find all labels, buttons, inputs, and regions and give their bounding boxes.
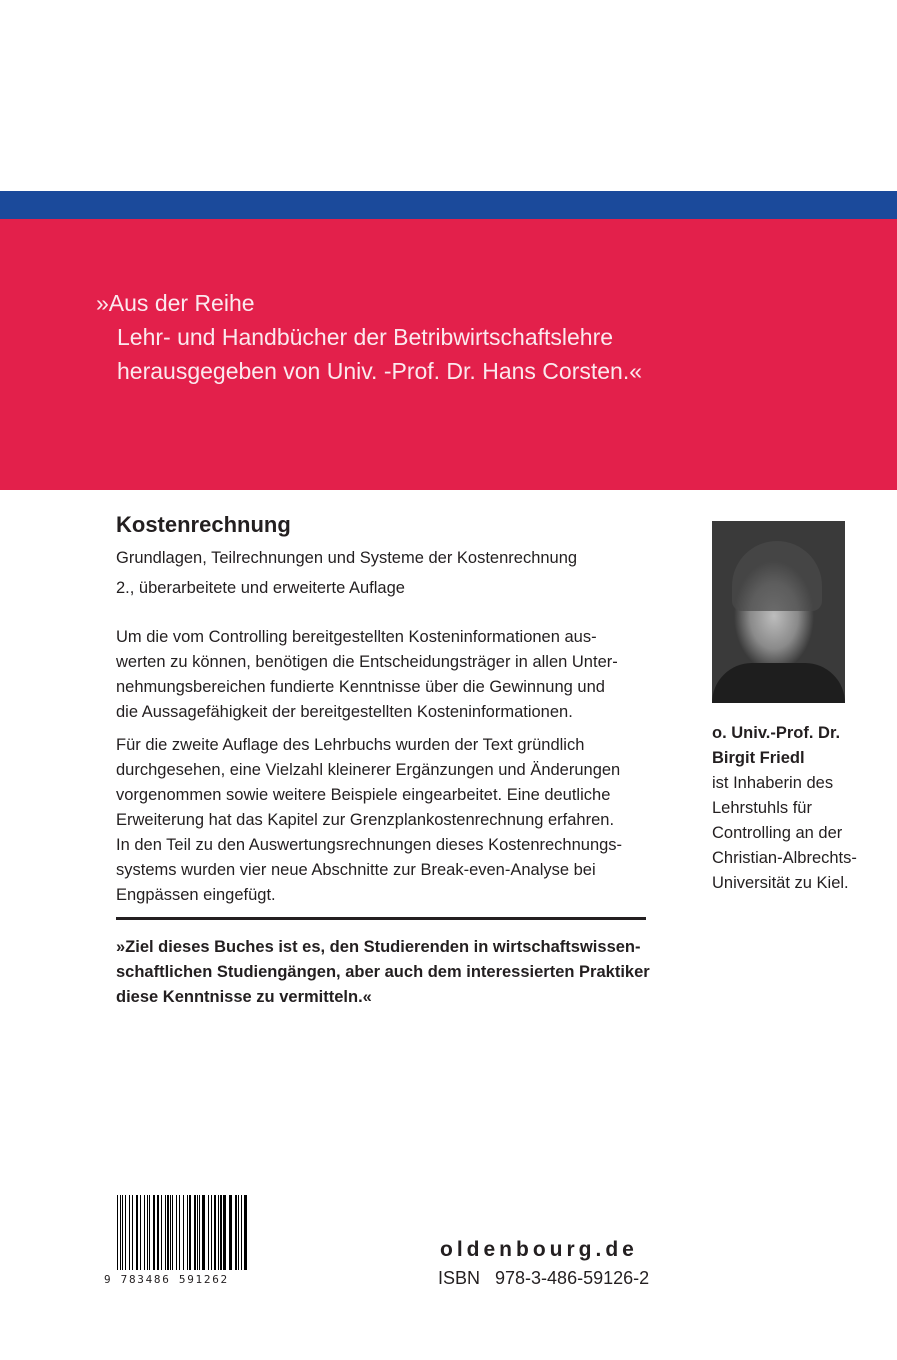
book-subtitle: Grundlagen, Teilrechnungen und Systeme der Kostenrechnung [116,549,578,567]
barcode-bar [170,1195,171,1270]
barcode-bar [208,1195,209,1270]
quote-line: »Ziel dieses Buches ist es, den Studierenden in wirtschaftswissen- [116,938,641,956]
isbn: ISBN 978-3-486-59126-2 [438,1268,650,1288]
barcode-bar [120,1195,121,1270]
barcode-bar [165,1195,166,1270]
author-caption [712,721,857,896]
text-line: durchgesehen, eine Vielzahl kleinerer Ergänzungen und Änderungen [116,761,621,779]
barcode-bar [144,1195,145,1270]
text-line: Erweiterung hat das Kapitel zur Grenzplankostenrechnung erfahren. [116,811,615,829]
text-line: In den Teil zu den Auswertungsrechnungen dieses Kostenrechnungs- [116,836,623,854]
author-bio-line: Universität zu Kiel. [712,874,849,892]
barcode-bar [125,1195,126,1270]
author-title: o. Univ.-Prof. Dr. [712,724,841,742]
text-line: nehmungsbereichen fundierte Kenntnisse über die Gewinnung und [116,678,605,696]
series-line: »Aus der Reihe [96,290,255,316]
barcode-bar [194,1195,196,1270]
barcode-bar [172,1195,173,1270]
barcode-bar [223,1195,226,1270]
description-paragraph-2 [116,733,656,908]
barcode-bar [183,1195,184,1270]
text-line: vorgenommen sowie weitere Beispiele eingearbeitet. Eine deutliche [116,786,611,804]
barcode-bar [187,1195,188,1270]
barcode-bar [235,1195,237,1270]
barcode-bar [147,1195,148,1270]
text-line: werten zu können, benötigen die Entscheidungsträger in allen Unter- [116,653,618,671]
barcode-bar [218,1195,219,1270]
barcode-bar [117,1195,118,1270]
barcode-bar [161,1195,162,1270]
quote [116,935,650,1010]
barcode-bar [136,1195,138,1270]
barcode-bar [238,1195,239,1270]
barcode-bar [199,1195,200,1270]
barcode-bar [244,1195,247,1270]
publisher-website: oldenbourg.de [440,1238,638,1261]
author-photo [712,521,845,703]
barcode-bar [220,1195,222,1270]
text-line: Für die zweite Auflage des Lehrbuchs wurden der Text gründlich [116,736,585,754]
quote-line: diese Kenntnisse zu vermitteln.« [116,988,372,1006]
text-line: systems wurden vier neue Abschnitte zur Break-even-Analyse bei [116,861,596,879]
barcode-bar [157,1195,159,1270]
series-line: herausgegeben von Univ. -Prof. Dr. Hans Corsten.« [117,358,643,384]
barcode-bar [211,1195,212,1270]
barcode-bar [189,1195,191,1270]
barcode-bar [229,1195,232,1270]
barcode-bar [214,1195,216,1270]
barcode-bar [197,1195,198,1270]
barcode [104,1195,254,1295]
series-note [96,286,642,388]
barcode-bar [140,1195,141,1270]
book-title: Kostenrechnung [116,512,291,537]
barcode-bar [122,1195,123,1270]
divider [116,917,646,920]
barcode-bar [149,1195,150,1270]
quote-line: schaftlichen Studiengängen, aber auch dem interessierten Praktiker [116,963,650,981]
barcode-bar [176,1195,177,1270]
book-edition: 2., überarbeitete und erweiterte Auflage [116,579,405,597]
barcode-bar [153,1195,155,1270]
description-paragraph-1 [116,625,656,725]
barcode-bar [132,1195,133,1270]
author-bio-line: ist Inhaberin des [712,774,834,792]
text-line: die Aussagefähigkeit der bereitgestellten Kosteninformationen. [116,703,573,721]
blue-band [0,191,897,219]
barcode-number: 9 783486 591262 [104,1273,229,1286]
barcode-bar [202,1195,205,1270]
author-name: Birgit Friedl [712,749,805,767]
text-line: Engpässen eingefügt. [116,886,276,904]
series-line: Lehr- und Handbücher der Betribwirtschaftslehre [117,324,614,350]
barcode-bar [167,1195,169,1270]
barcode-bar [129,1195,130,1270]
author-bio-line: Controlling an der [712,824,843,842]
barcode-bars [117,1195,249,1270]
author-bio-line: Christian-Albrechts- [712,849,857,867]
text-line: Um die vom Controlling bereitgestellten Kosteninformationen aus- [116,628,597,646]
author-bio-line: Lehrstuhls für [712,799,812,817]
barcode-bar [179,1195,180,1270]
barcode-bar [241,1195,242,1270]
